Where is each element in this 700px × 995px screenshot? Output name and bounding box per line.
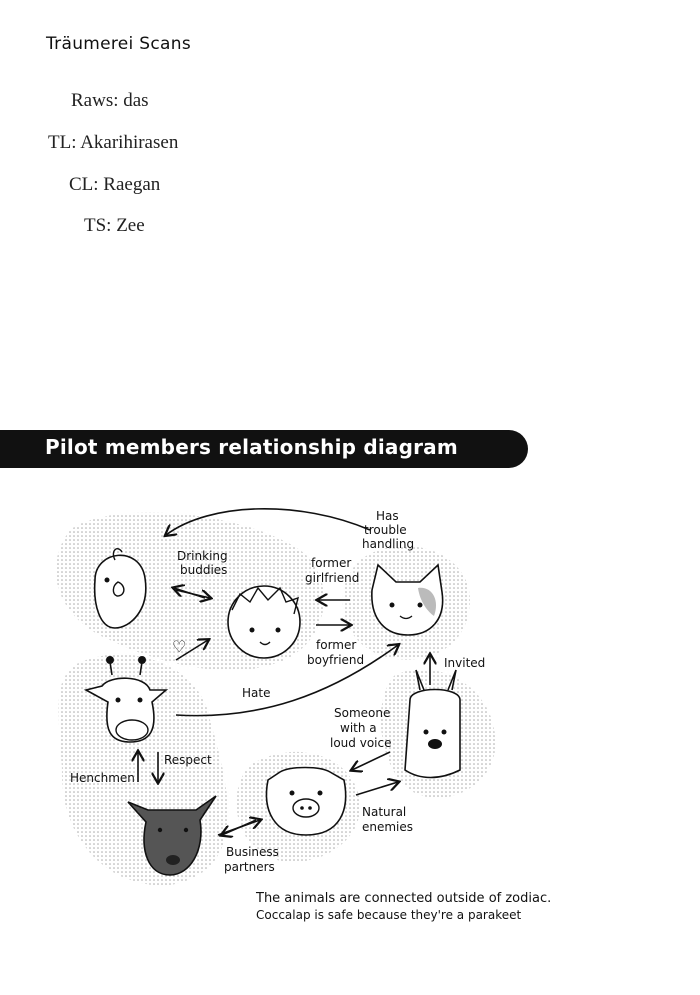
label-henchmen: Henchmen: [70, 771, 135, 785]
label-someone-3: loud voice: [330, 736, 392, 750]
label-partners: partners: [224, 860, 275, 874]
label-hate: Hate: [242, 686, 271, 700]
label-business: Business: [226, 845, 279, 859]
credit-typesetter: TS: Zee: [84, 215, 145, 236]
label-trouble: trouble: [364, 523, 407, 537]
label-has: Has: [376, 509, 399, 523]
diagram-title-banner: [0, 430, 528, 468]
label-former-gf-2: girlfriend: [305, 571, 360, 585]
lion-icon: [228, 586, 300, 658]
footer-note-2: Coccalap is safe because they're a parakeet: [256, 908, 522, 922]
label-former-gf-1: former: [311, 556, 352, 570]
relationship-diagram: [0, 490, 560, 890]
label-handling: handling: [362, 537, 415, 551]
label-drinking: Drinking: [177, 549, 228, 563]
footer-note-1: The animals are connected outside of zodiac.: [256, 891, 552, 906]
label-natural: Natural: [362, 805, 407, 819]
label-former-bf-1: former: [316, 638, 357, 652]
label-someone-1: Someone: [334, 706, 391, 720]
label-former-bf-2: boyfriend: [307, 653, 365, 667]
label-invited: Invited: [444, 656, 486, 670]
label-respect: Respect: [164, 753, 212, 767]
scanlation-group: Träumerei Scans: [46, 34, 191, 54]
credit-translator: TL: Akarihirasen: [48, 132, 179, 153]
heart-icon: ♡: [172, 637, 187, 656]
label-someone-2: with a: [340, 721, 377, 735]
diagram-title: Pilot members relationship diagram: [45, 435, 458, 459]
credit-raws: Raws: das: [71, 90, 149, 111]
label-enemies: enemies: [362, 820, 414, 834]
credit-cleaner: CL: Raegan: [69, 174, 161, 195]
label-buddies: buddies: [180, 563, 228, 577]
pig-icon: [267, 768, 346, 836]
